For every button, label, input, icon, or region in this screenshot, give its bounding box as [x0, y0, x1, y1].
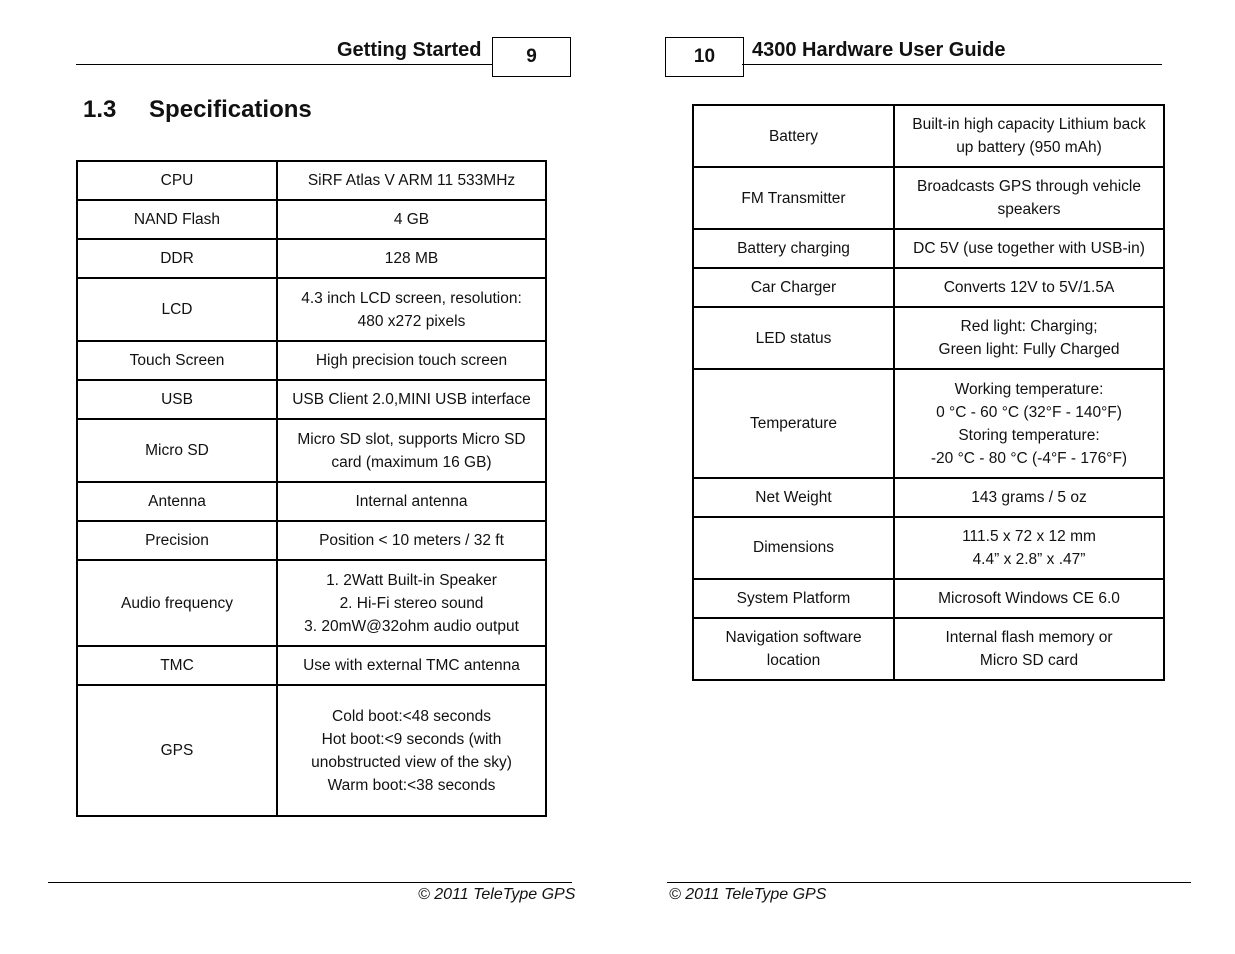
- left-spec-table: [76, 160, 547, 817]
- spec-label: [693, 478, 894, 517]
- spec-label: [693, 369, 894, 477]
- spec-row: [693, 268, 1164, 307]
- spec-value: [894, 229, 1164, 268]
- spec-value: [894, 167, 1164, 229]
- spec-row: [693, 478, 1164, 517]
- spec-value: [277, 341, 546, 380]
- spec-label: [693, 229, 894, 268]
- cell-line: Battery: [768, 127, 819, 145]
- spec-row: [77, 239, 546, 278]
- spec-label: Audio frequency: [77, 560, 277, 646]
- left-page-number: 9: [492, 37, 571, 77]
- cell-line: Navigation software: [725, 628, 862, 646]
- cell-line: 480 x272 pixels: [357, 312, 466, 330]
- spec-label: NAND Flash: [77, 200, 277, 239]
- cell-line: USB Client 2.0,MINI USB interface: [292, 391, 531, 408]
- left-footer-rule: [48, 882, 572, 883]
- spec-row: [77, 419, 546, 482]
- spec-label: [693, 579, 894, 618]
- right-header-rule: [742, 64, 1162, 65]
- spec-value: [894, 478, 1164, 517]
- spec-value: [277, 482, 546, 521]
- spec-row: [693, 167, 1164, 229]
- cell-line: Micro SD slot, supports Micro SD: [297, 430, 526, 448]
- spec-value: [277, 239, 546, 278]
- cell-line: Broadcasts GPS through vehicle: [916, 178, 1141, 196]
- cell-line: 2. Hi-Fi stereo sound: [339, 594, 484, 612]
- spec-row: [693, 517, 1164, 579]
- cell-line: 143 grams / 5 oz: [971, 488, 1087, 506]
- section-heading: [83, 96, 312, 124]
- spec-value: [894, 307, 1164, 369]
- spec-value: [277, 646, 546, 685]
- cell-line: Position < 10 meters / 32 ft: [319, 532, 504, 549]
- cell-line: 4.4” x 2.8” x .47”: [972, 550, 1086, 568]
- spec-label: Touch Screen: [77, 341, 277, 380]
- spec-value: [277, 560, 546, 646]
- cell-line: Green light: Fully Charged: [938, 341, 1120, 359]
- cell-line: Temperature: [749, 415, 837, 432]
- spec-value: [894, 517, 1164, 579]
- spec-row: [77, 278, 546, 341]
- cell-line: card (maximum 16 GB): [331, 453, 492, 471]
- spec-value: [894, 105, 1164, 167]
- right-footer-rule: [667, 882, 1191, 883]
- spec-value: [277, 161, 546, 200]
- spec-row: [77, 380, 546, 419]
- spec-value: [894, 579, 1164, 618]
- spec-value: [277, 685, 546, 816]
- left-footer: © 2011 TeleType GPS: [418, 886, 576, 903]
- cell-line: FM Transmitter: [741, 189, 846, 207]
- spec-value: [277, 380, 546, 419]
- cell-line: Use with external TMC antenna: [303, 657, 520, 674]
- spec-row: [77, 646, 546, 685]
- cell-line: 1. 2Watt Built-in Speaker: [326, 571, 497, 589]
- cell-line: unobstructed view of the sky): [311, 753, 512, 771]
- cell-line: 4 GB: [393, 211, 430, 228]
- cell-line: 128 MB: [384, 250, 439, 267]
- cell-line: -20 °C - 80 °C (-4°F - 176°F): [930, 449, 1128, 467]
- cell-line: 3. 20mW@32ohm audio output: [304, 617, 519, 635]
- spec-row: [693, 307, 1164, 369]
- spec-row: [77, 685, 546, 816]
- cell-line: Hot boot:<9 seconds (with: [321, 730, 502, 748]
- cell-line: Internal antenna: [355, 493, 468, 510]
- spec-row: [693, 618, 1164, 680]
- cell-line: 111.5 x 72 x 12 mm: [962, 527, 1096, 545]
- spec-value: [277, 200, 546, 239]
- cell-line: Net Weight: [755, 488, 832, 506]
- left-header-rule: [76, 64, 493, 65]
- spec-label: [693, 618, 894, 680]
- spec-row: [77, 560, 546, 646]
- spec-label: LCD: [77, 278, 277, 341]
- cell-line: speakers: [997, 201, 1061, 219]
- spec-label: USB: [77, 380, 277, 419]
- cell-line: Car Charger: [750, 279, 837, 297]
- cell-line: Micro SD card: [979, 651, 1079, 669]
- spec-row: [77, 482, 546, 521]
- spec-label: TMC: [77, 646, 277, 685]
- cell-line: 4.3 inch LCD screen, resolution:: [301, 289, 522, 307]
- spec-label: CPU: [77, 161, 277, 200]
- spec-row: [77, 341, 546, 380]
- spec-row: [77, 161, 546, 200]
- cell-line: LED status: [755, 329, 832, 347]
- spec-value: [894, 618, 1164, 680]
- spec-row: [77, 200, 546, 239]
- spec-row: [693, 105, 1164, 167]
- cell-line: Storing temperature:: [958, 426, 1100, 444]
- cell-line: Battery charging: [737, 240, 850, 258]
- spec-value: [894, 369, 1164, 477]
- section-number: 1.3: [83, 96, 117, 123]
- right-footer: © 2011 TeleType GPS: [669, 886, 827, 903]
- cell-line: System Platform: [736, 589, 851, 607]
- spec-label: Antenna: [77, 482, 277, 521]
- right-header-title: 4300 Hardware User Guide: [752, 39, 1006, 61]
- cell-line: location: [766, 651, 821, 669]
- cell-line: Red light: Charging;: [960, 318, 1098, 336]
- spec-row: [693, 579, 1164, 618]
- cell-line: Cold boot:<48 seconds: [332, 707, 491, 725]
- left-header-title: Getting Started: [337, 39, 482, 61]
- cell-line: DC 5V (use together with USB-in): [913, 240, 1145, 258]
- spec-label: DDR: [77, 239, 277, 278]
- spec-row: [693, 229, 1164, 268]
- spec-value: [277, 419, 546, 482]
- cell-line: up battery (950 mAh): [956, 139, 1102, 157]
- right-page-number: 10: [665, 37, 744, 77]
- spec-label: [693, 307, 894, 369]
- spec-label: Micro SD: [77, 419, 277, 482]
- spec-row: [77, 521, 546, 560]
- spec-label: GPS: [77, 685, 277, 816]
- cell-line: SiRF Atlas V ARM 11 533MHz: [307, 172, 516, 189]
- cell-line: High precision touch screen: [315, 352, 508, 369]
- spec-label: [693, 105, 894, 167]
- right-spec-table: [692, 104, 1165, 681]
- cell-line: 0 °C - 60 °C (32°F - 140°F): [936, 403, 1122, 421]
- cell-line: Working temperature:: [954, 380, 1104, 398]
- spec-value: [277, 278, 546, 341]
- spec-label: [693, 268, 894, 307]
- cell-line: Dimensions: [753, 539, 834, 557]
- cell-line: Converts 12V to 5V/1.5A: [943, 279, 1115, 297]
- spec-label: [693, 167, 894, 229]
- cell-line: Internal flash memory or: [945, 628, 1113, 646]
- spec-row: [693, 369, 1164, 477]
- spec-value: [894, 268, 1164, 307]
- cell-line: Warm boot:<38 seconds: [327, 776, 496, 794]
- section-title: Specifications: [149, 96, 312, 123]
- cell-line: Built-in high capacity Lithium back: [912, 116, 1146, 134]
- cell-line: Microsoft Windows CE 6.0: [938, 589, 1120, 607]
- spec-value: [277, 521, 546, 560]
- spec-label: [693, 517, 894, 579]
- spec-label: Precision: [77, 521, 277, 560]
